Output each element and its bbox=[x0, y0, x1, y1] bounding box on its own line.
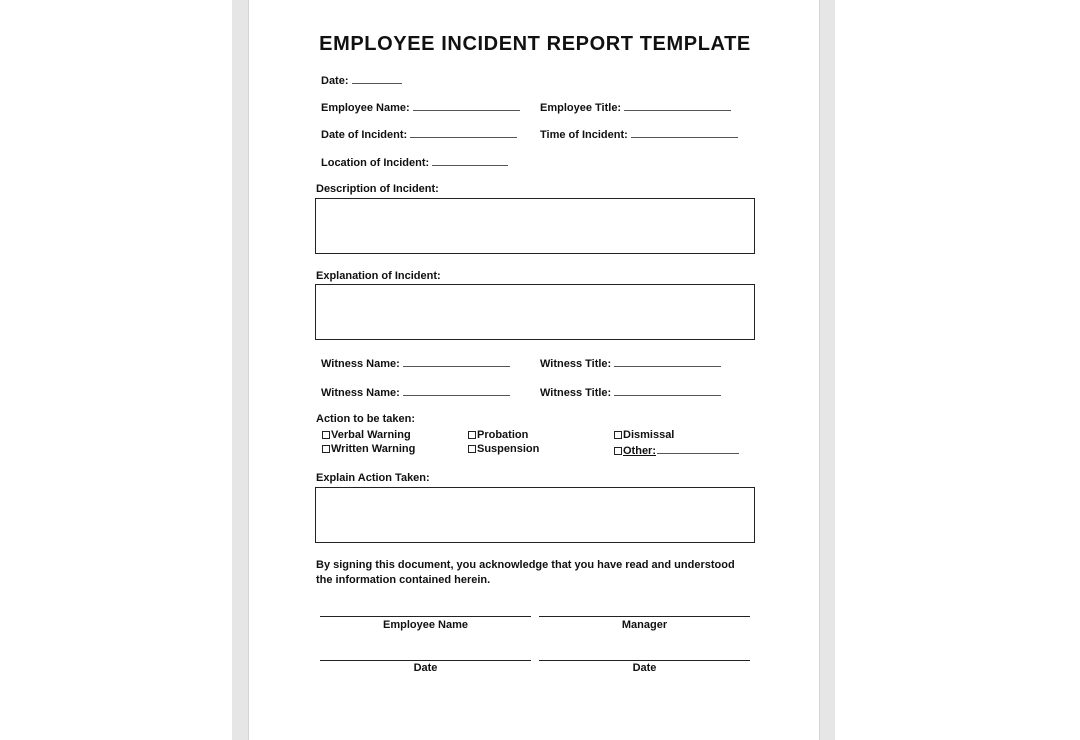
checkbox-other[interactable] bbox=[614, 443, 739, 457]
date-field[interactable] bbox=[321, 73, 402, 87]
location-blank[interactable] bbox=[432, 155, 508, 166]
viewer-gutter-left bbox=[232, 0, 248, 740]
checkbox-icon[interactable] bbox=[614, 431, 622, 439]
description-box[interactable] bbox=[315, 198, 755, 254]
employee-name-field[interactable] bbox=[321, 100, 520, 114]
explain-action-label: Explain Action Taken: bbox=[316, 472, 430, 484]
checkbox-probation[interactable] bbox=[468, 429, 528, 441]
dismissal-label: Dismissal bbox=[623, 429, 675, 441]
other-blank[interactable] bbox=[657, 443, 739, 454]
employee-title-label: Employee Title: bbox=[540, 102, 622, 114]
date-of-incident-blank[interactable] bbox=[410, 127, 517, 138]
checkbox-icon[interactable] bbox=[322, 431, 330, 439]
employee-date-label: Date bbox=[413, 662, 438, 674]
manager-signature-line[interactable] bbox=[539, 616, 750, 617]
witness-name-field-1[interactable] bbox=[321, 356, 510, 370]
witness-title-field-1[interactable] bbox=[540, 356, 721, 370]
date-of-incident-label: Date of Incident: bbox=[321, 129, 408, 141]
witness-name-blank[interactable] bbox=[403, 385, 510, 396]
explain-action-box[interactable] bbox=[315, 487, 755, 543]
employee-name-blank[interactable] bbox=[413, 100, 520, 111]
document-title: EMPLOYEE INCIDENT REPORT TEMPLATE bbox=[319, 33, 751, 55]
date-of-incident-field[interactable] bbox=[321, 127, 517, 141]
explanation-label: Explanation of Incident: bbox=[316, 270, 441, 282]
witness-name-blank[interactable] bbox=[403, 356, 510, 367]
other-label: Other: bbox=[623, 445, 656, 457]
witness-title-blank[interactable] bbox=[614, 356, 721, 367]
checkbox-icon[interactable] bbox=[468, 431, 476, 439]
viewer-gutter-right bbox=[820, 0, 835, 740]
employee-name-label: Employee Name: bbox=[321, 102, 410, 114]
checkbox-dismissal[interactable] bbox=[614, 429, 674, 441]
checkbox-icon[interactable] bbox=[614, 447, 622, 455]
checkbox-suspension[interactable] bbox=[468, 443, 539, 455]
time-of-incident-blank[interactable] bbox=[631, 127, 738, 138]
witness-name-label: Witness Name: bbox=[321, 358, 400, 370]
document-page bbox=[248, 0, 820, 740]
checkbox-icon[interactable] bbox=[468, 445, 476, 453]
verbal-warning-label: Verbal Warning bbox=[331, 429, 411, 441]
manager-date-line[interactable] bbox=[539, 660, 750, 661]
manager-signature-label: Manager bbox=[621, 619, 668, 631]
witness-title-field-2[interactable] bbox=[540, 385, 721, 399]
employee-date-line[interactable] bbox=[320, 660, 531, 661]
manager-date-label: Date bbox=[632, 662, 657, 674]
time-of-incident-field[interactable] bbox=[540, 127, 738, 141]
witness-title-label: Witness Title: bbox=[540, 387, 612, 399]
description-label: Description of Incident: bbox=[316, 183, 439, 195]
employee-name-signature-label: Employee Name bbox=[383, 619, 468, 631]
time-of-incident-label: Time of Incident: bbox=[540, 129, 628, 141]
explanation-box[interactable] bbox=[315, 284, 755, 340]
suspension-label: Suspension bbox=[477, 443, 540, 455]
employee-title-blank[interactable] bbox=[624, 100, 731, 111]
checkbox-written-warning[interactable] bbox=[322, 443, 415, 455]
employee-title-field[interactable] bbox=[540, 100, 731, 114]
location-field[interactable] bbox=[321, 155, 508, 169]
checkbox-icon[interactable] bbox=[322, 445, 330, 453]
date-label: Date: bbox=[321, 75, 349, 87]
employee-signature-line[interactable] bbox=[320, 616, 531, 617]
witness-title-blank[interactable] bbox=[614, 385, 721, 396]
location-label: Location of Incident: bbox=[321, 157, 430, 169]
witness-name-field-2[interactable] bbox=[321, 385, 510, 399]
probation-label: Probation bbox=[477, 429, 529, 441]
witness-title-label: Witness Title: bbox=[540, 358, 612, 370]
checkbox-verbal-warning[interactable] bbox=[322, 429, 411, 441]
acknowledgement-text: By signing this document, you acknowledge that you have read and understood the information contained herein. bbox=[316, 559, 735, 586]
witness-name-label: Witness Name: bbox=[321, 387, 400, 399]
action-label: Action to be taken: bbox=[316, 413, 416, 425]
written-warning-label: Written Warning bbox=[331, 443, 416, 455]
date-blank[interactable] bbox=[352, 73, 402, 84]
